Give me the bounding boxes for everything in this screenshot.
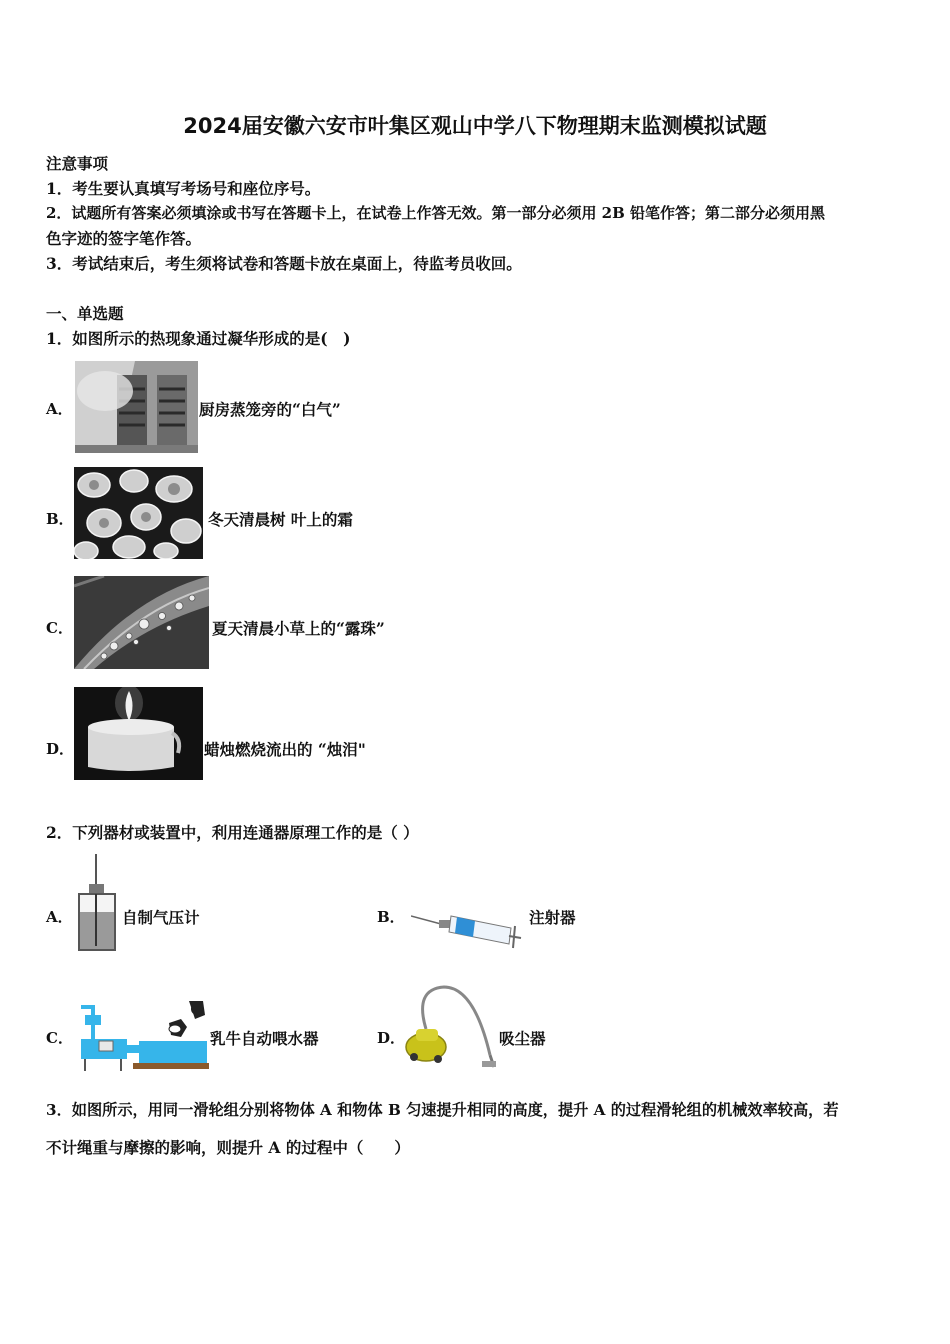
q1-stem: 1．如图所示的热现象通过凝华形成的是( )	[46, 329, 351, 348]
q1-option-d-text: 蜡烛燃烧流出的 “烛泪"	[204, 740, 366, 759]
q2-option-d-letter: D．	[377, 1029, 406, 1047]
syringe-icon	[411, 908, 523, 952]
q1-option-b-text: 冬天清晨树 叶上的霜	[208, 510, 353, 529]
q2-option-a-text: 自制气压计	[122, 908, 200, 927]
frost-leaves-photo	[74, 467, 203, 559]
notice-item-2: 2．试题所有答案必须填涂或书写在答题卡上，在试卷上作答无效。第一部分必须用 2B 铅笔作答；第二部分必须用黑	[46, 204, 826, 222]
q2-option-d-text: 吸尘器	[499, 1029, 546, 1048]
q2-option-c-text: 乳牛自动喂水器	[210, 1029, 319, 1048]
q2-option-a-letter: A．	[46, 908, 73, 926]
dew-grass-photo	[74, 576, 209, 669]
barometer-icon	[75, 854, 120, 953]
q3-stem-line-2: 不计绳重与摩擦的影响，则提升 A 的过程中（ ）	[46, 1138, 410, 1157]
q2-option-b-letter: B．	[377, 908, 405, 926]
notice-item-3: 3．考试结束后，考生须将试卷和答题卡放在桌面上，待监考员收回。	[46, 254, 522, 273]
q2-option-c-letter: C．	[46, 1029, 73, 1047]
page-title: 2024届安徽六安市叶集区观山中学八下物理期末监测模拟试题	[183, 114, 767, 138]
q1-option-c-letter: C．	[46, 619, 73, 637]
steamer-photo	[75, 361, 198, 453]
vacuum-cleaner-icon	[404, 985, 496, 1069]
q1-option-a-text: 厨房蒸笼旁的“白气”	[199, 400, 341, 419]
q2-option-b-text: 注射器	[529, 908, 576, 927]
q2-stem: 2．下列器材或装置中，利用连通器原理工作的是（ ）	[46, 823, 419, 842]
q1-option-d-letter: D．	[46, 740, 75, 758]
notice-heading: 注意事项	[46, 154, 109, 173]
candle-photo	[74, 687, 203, 780]
section-heading: 一、单选题	[46, 304, 124, 323]
q3-stem-line-1: 3．如图所示，用同一滑轮组分别将物体 A 和物体 B 匀速提升相同的高度，提升 A 的过程滑轮组的机械效率较高，若	[46, 1101, 839, 1119]
cow-waterer-icon	[77, 1001, 209, 1073]
q1-option-c-text: 夏天清晨小草上的“露珠”	[212, 619, 385, 638]
q1-option-a-letter: A．	[46, 400, 73, 418]
q1-option-b-letter: B．	[46, 510, 74, 528]
notice-item-2-cont: 色字迹的签字笔作答。	[46, 229, 202, 248]
notice-item-1: 1．考生要认真填写考场号和座位序号。	[46, 179, 321, 198]
